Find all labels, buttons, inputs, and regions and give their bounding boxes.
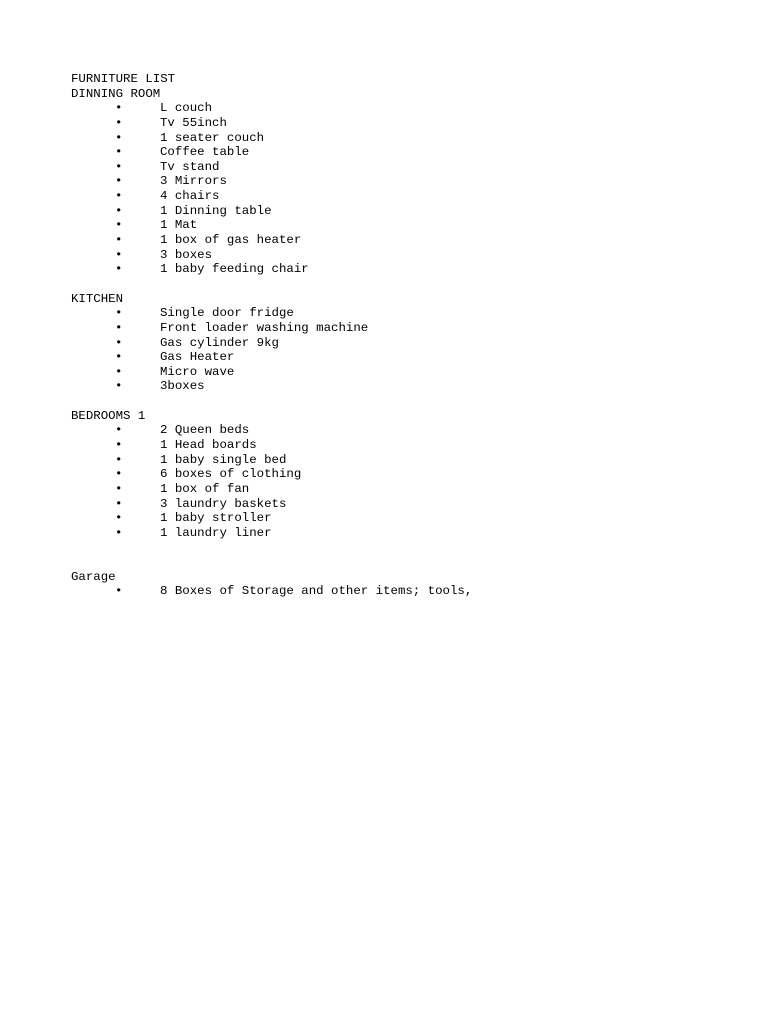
bullet-icon: • [115, 247, 123, 262]
list-item [71, 145, 711, 160]
item-text: 1 laundry liner [160, 525, 272, 540]
blank-line [71, 555, 711, 570]
item-text: 1 baby feeding chair [160, 262, 309, 277]
bullet-icon: • [115, 452, 123, 467]
bullet-icon: • [115, 423, 123, 438]
item-text: Tv stand [160, 159, 220, 174]
item-text: L couch [160, 101, 213, 116]
item-text: 3boxes [160, 379, 205, 394]
list-item [71, 379, 711, 394]
bullet-icon: • [115, 525, 123, 540]
list-item [71, 453, 711, 468]
bullet-icon: • [115, 262, 123, 277]
item-text: 2 Queen beds [160, 423, 250, 438]
bullet-icon: • [115, 189, 123, 204]
list-item [71, 482, 711, 497]
section-dinning-room [71, 87, 711, 277]
bullet-icon: • [115, 379, 123, 394]
list-item [71, 101, 711, 116]
item-list [71, 423, 711, 540]
bullet-icon: • [115, 233, 123, 248]
bullet-icon: • [115, 159, 123, 174]
list-item [71, 584, 711, 599]
list-item [71, 350, 711, 365]
list-item [71, 497, 711, 512]
bullet-icon: • [115, 438, 123, 453]
bullet-icon: • [115, 481, 123, 496]
list-item [71, 306, 711, 321]
list-item [71, 262, 711, 277]
section-heading: BEDROOMS 1 [71, 408, 146, 423]
bullet-icon: • [115, 101, 123, 116]
item-text: 1 box of fan [160, 481, 250, 496]
bullet-icon: • [115, 174, 123, 189]
item-text: 1 Mat [160, 218, 198, 233]
section-heading: Garage [71, 569, 116, 584]
item-text: 8 Boxes of Storage and other items; tools, [160, 584, 473, 599]
bullet-icon: • [115, 306, 123, 321]
section-garage [71, 570, 711, 599]
item-text: 1 baby single bed [160, 452, 287, 467]
bullet-icon: • [115, 335, 123, 350]
item-text: Single door fridge [160, 306, 294, 321]
bullet-icon: • [115, 130, 123, 145]
bullet-icon: • [115, 203, 123, 218]
item-text: 4 chairs [160, 189, 220, 204]
document-title: FURNITURE LIST [71, 72, 176, 86]
item-list [71, 584, 711, 599]
list-item [71, 218, 711, 233]
item-text: 1 baby stroller [160, 511, 272, 526]
bullet-icon: • [115, 467, 123, 482]
item-text: 1 box of gas heater [160, 233, 302, 248]
list-item [71, 511, 711, 526]
bullet-icon: • [115, 218, 123, 233]
document-body [71, 72, 711, 599]
item-text: Micro wave [160, 364, 235, 379]
bullet-icon: • [115, 511, 123, 526]
item-text: Front loader washing machine [160, 320, 369, 335]
list-item [71, 233, 711, 248]
item-list [71, 306, 711, 394]
item-text: 1 seater couch [160, 130, 265, 145]
section-heading: KITCHEN [71, 291, 124, 306]
list-item [71, 116, 711, 131]
blank-line [71, 541, 711, 556]
item-text: Gas cylinder 9kg [160, 335, 279, 350]
blank-line [71, 394, 711, 409]
bullet-icon: • [115, 584, 123, 599]
item-text: 3 boxes [160, 247, 213, 262]
section-heading: DINNING ROOM [71, 86, 161, 101]
bullet-icon: • [115, 364, 123, 379]
list-item [71, 204, 711, 219]
bullet-icon: • [115, 145, 123, 160]
item-text: 1 Dinning table [160, 203, 272, 218]
bullet-icon: • [115, 496, 123, 511]
list-item [71, 131, 711, 146]
item-text: Gas Heater [160, 350, 235, 365]
list-item [71, 174, 711, 189]
list-item [71, 365, 711, 380]
list-item [71, 248, 711, 263]
section-kitchen [71, 292, 711, 394]
list-item [71, 423, 711, 438]
item-text: 3 Mirrors [160, 174, 227, 189]
list-item [71, 321, 711, 336]
item-text: 6 boxes of clothing [160, 467, 302, 482]
list-item [71, 189, 711, 204]
list-item [71, 526, 711, 541]
bullet-icon: • [115, 115, 123, 130]
list-item [71, 336, 711, 351]
item-text: Tv 55inch [160, 115, 227, 130]
section-bedrooms-1 [71, 409, 711, 541]
list-item [71, 160, 711, 175]
blank-line [71, 277, 711, 292]
bullet-icon: • [115, 350, 123, 365]
list-item [71, 438, 711, 453]
item-text: Coffee table [160, 145, 250, 160]
item-text: 3 laundry baskets [160, 496, 287, 511]
item-text: 1 Head boards [160, 438, 257, 453]
item-list [71, 101, 711, 277]
list-item [71, 467, 711, 482]
bullet-icon: • [115, 320, 123, 335]
